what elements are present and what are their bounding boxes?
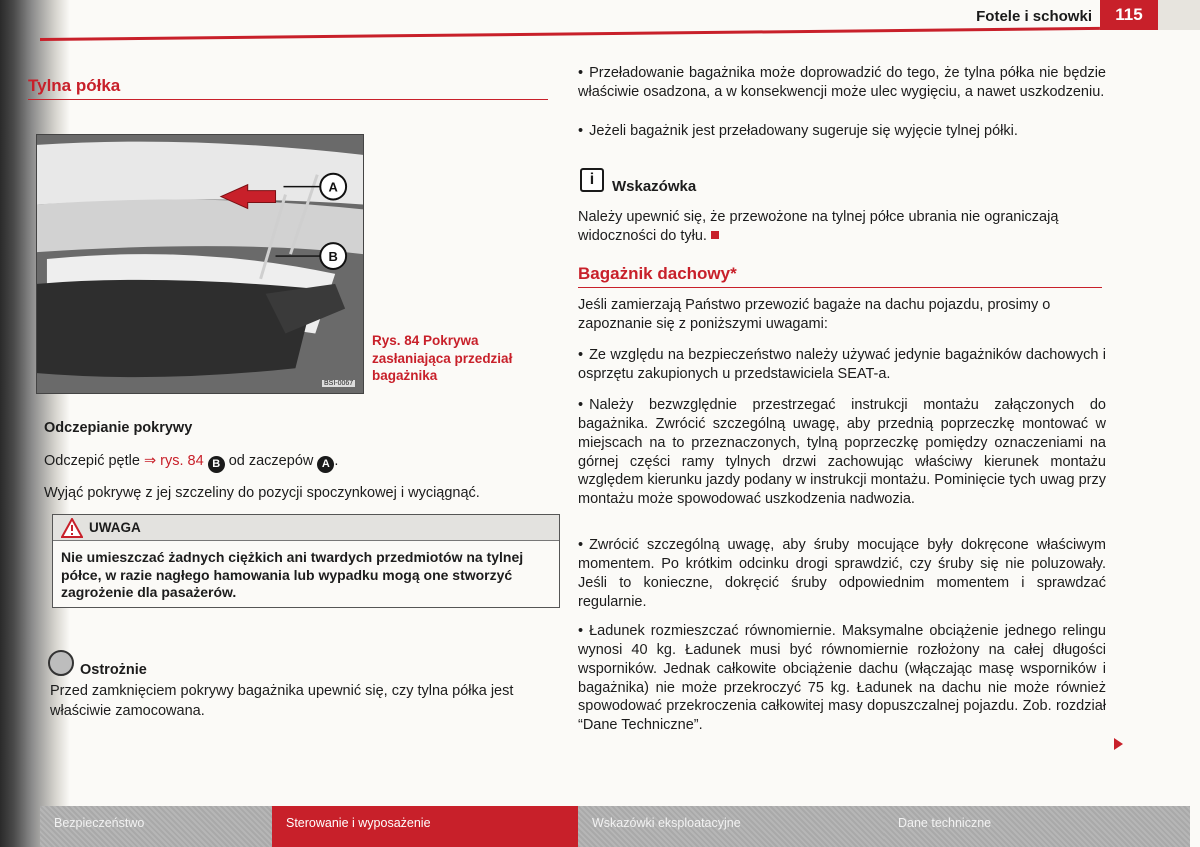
warning-text: Nie umieszczać żadnych ciężkich ani twardych przedmiotów na tylnej półce, w razie nagłego hamowania lub wypadku mogą one stworzyć zagrożenie dla pasażerów.	[61, 549, 524, 600]
section-title-rear-shelf: Tylna półka	[28, 76, 548, 100]
subhead-unhook-cover: Odczepianie pokrywy	[44, 420, 193, 436]
step-1-mid: od zaczepów	[224, 453, 318, 469]
caution-text: Przed zamknięciem pokrywy bagażnika upewnić się, czy tylna półka jest właściwie zamocowana.	[50, 683, 514, 719]
caution-icon	[48, 650, 74, 676]
section-title-roof-rack: Bagażnik dachowy*	[578, 264, 1102, 288]
info-icon: i	[580, 168, 604, 192]
step-2: Wyjąć pokrywę z jej szczeliny do pozycji spoczynkowej i wyciągnąć.	[44, 485, 480, 501]
chapter-title: Fotele i schowki	[976, 8, 1092, 25]
bullet-original-racks: • Ze względu na bezpieczeństwo należy używać jedynie bagażników dachowych i osprzętu zakupionych u przedstawiciela SEAT-a.	[578, 346, 1106, 384]
bullet-remove-shelf: • Jeżeli bagażnik jest przeładowany sugeruje się wyjęcie tylnej półki.	[578, 122, 1106, 141]
bullet-bolt-torque: • Zwrócić szczególną uwagę, aby śruby mocujące były dokręcone właściwym momentem. Po krótkim odcinku drogi sprawdzić, czy śruby się nie poluzowały. Jeśli to konieczne, dokręcić śruby odpowiednim momentem i sprawdzać regularnie.	[578, 536, 1106, 611]
step-1-pre: Odczepić pętle	[44, 453, 144, 469]
step-1	[44, 452, 338, 473]
callout-b-badge: B	[208, 456, 225, 473]
callout-a-badge: A	[317, 456, 334, 473]
note-text	[578, 208, 1108, 247]
figure-84	[36, 134, 364, 394]
roof-rack-intro: Jeśli zamierzają Państwo przewozić bagaże na dachu pojazdu, prosimy o zapoznanie się z poniższymi uwagami:	[578, 297, 1051, 333]
bullet-overload: • Przeładowanie bagażnika może doprowadzić do tego, że tylna półka nie będzie właściwie osadzona, a w konsekwencji może ulec wygięciu, a nawet uszkodzeniu.	[578, 64, 1106, 102]
caution-label: Ostrożnie	[80, 662, 147, 678]
step-1-post: .	[334, 453, 339, 469]
trunk-cover-illustration	[37, 135, 363, 393]
page-number: 115	[1100, 0, 1158, 30]
warning-triangle-icon	[61, 518, 83, 538]
warning-header	[53, 515, 559, 541]
note-text-content: Należy upewnić się, że przewożone na tylnej półce ubrania nie ograniczają widoczności do tyłu.	[578, 209, 1059, 245]
figure-reference-link[interactable]: ⇒ rys. 84	[143, 453, 204, 469]
continue-arrow-icon	[1114, 738, 1123, 750]
footer-nav	[0, 796, 1200, 847]
callout-a-label: A	[328, 179, 338, 195]
bullet-load-distribution: • Ładunek rozmieszczać równomiernie. Maksymalne obciążenie jednego relingu wynosi 40 kg. Ładunek musi być równomiernie rozłożony na całej długości wsporników. Jednak całkowite obciążenie dachu (włączając masę wsporników i bagażnika) nie może przekroczyć 75 kg. Ładunek na dachu nie może również spowodować przekroczenia całkowitej masy dopuszczalnej pojazdu. Zob. rozdział “Dane Techniczne”.	[578, 622, 1106, 735]
bullet-mounting-instructions: • Należy bezwzględnie przestrzegać instrukcji montażu załączonych do bagażnika. Zwrócić szczególną uwagę, aby przednią poprzeczkę montować w miejscach na to przeznaczonych, tylną poprzeczkę pomiędzy oznaczeniami na górnej części ramy tylnych drzwi zachowując właściwy kierunek montażu względem kierunku jazdy podany w instrukcji montażu. Pominięcie tych uwag przy montażu może spowodować uszkodzenia nadwozia.	[578, 396, 1106, 509]
tab-controls-equipment[interactable]: Sterowanie i wyposażenie	[272, 806, 578, 847]
header-tail	[1158, 0, 1200, 30]
note-label: Wskazówka	[612, 178, 697, 195]
tab-safety[interactable]: Bezpieczeństwo	[40, 806, 272, 847]
tab-operating-tips[interactable]: Wskazówki eksploatacyjne	[578, 806, 884, 847]
warning-box	[52, 514, 560, 608]
tab-technical-data[interactable]: Dane techniczne	[884, 806, 1190, 847]
figure-code: BSI-0067	[324, 380, 354, 387]
warning-label: UWAGA	[89, 520, 141, 535]
end-of-section-marker	[711, 231, 719, 239]
figure-caption: Rys. 84 Pokrywa zasłaniająca przedział bagażnika	[372, 333, 513, 384]
header-rule	[40, 27, 1100, 41]
callout-b-label: B	[328, 249, 338, 265]
